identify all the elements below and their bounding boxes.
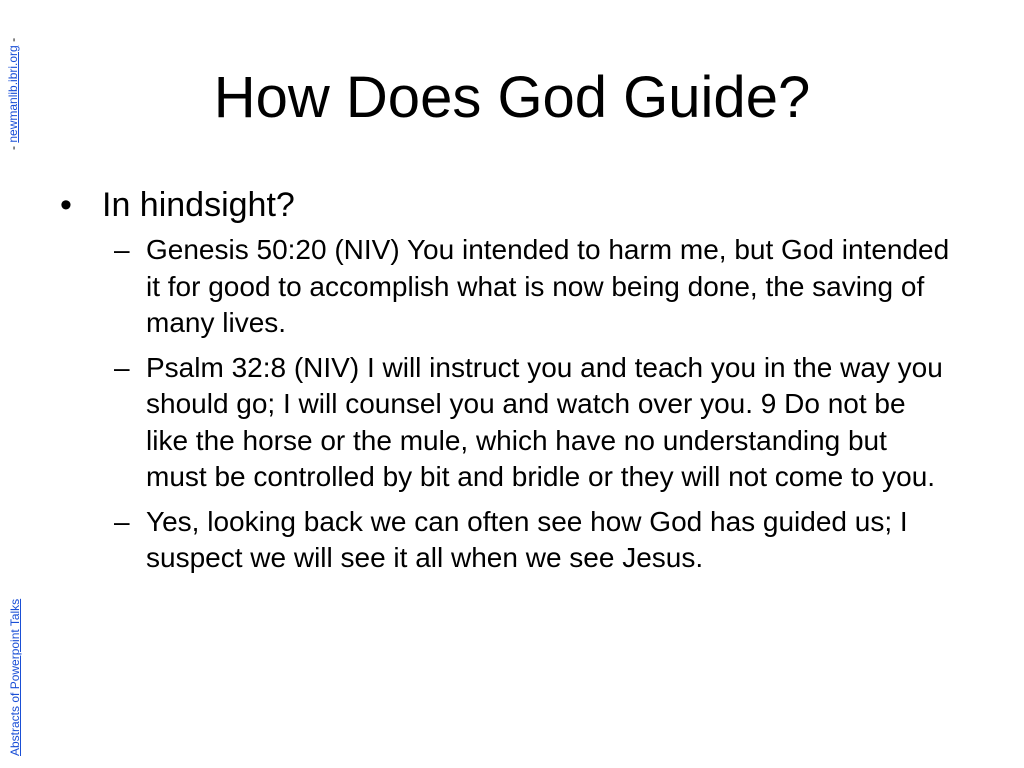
slide-content <box>60 184 950 585</box>
dash-marker: – <box>114 234 130 265</box>
sub-bullet-item <box>114 350 950 496</box>
sub-bullet-list <box>114 232 950 577</box>
dash-marker: – <box>114 351 130 383</box>
bullet-item <box>60 184 950 226</box>
sub-bullet-item <box>114 504 950 577</box>
abstracts-link[interactable]: Abstracts of Powerpoint Talks <box>8 598 22 756</box>
sidebar-bottom-text <box>8 599 22 756</box>
bullet-marker: • <box>60 186 72 224</box>
newmanlib-link[interactable]: newmanlib.ibri.org <box>6 45 20 143</box>
sub-bullet-text: Yes, looking back we can often see how God has guided us; I suspect we will see it all when we see Jesus. <box>146 505 908 573</box>
sub-bullet-item <box>114 232 950 342</box>
sidebar-top-prefix: - <box>6 142 20 150</box>
slide-title: How Does God Guide? <box>213 65 811 130</box>
sub-bullet-text: Genesis 50:20 (NIV) You intended to harm me, but God intended it for good to accomplish what is now being done, the saving of many lives. <box>146 234 950 338</box>
bullet-text: In hindsight? <box>102 186 295 224</box>
sub-bullet-text: Psalm 32:8 (NIV) I will instruct you and teach you in the way you should go; I will counsel you and watch over you. 9 Do not be like the horse or the mule, which have no understanding but must be controlled by bit and bridle or they will not come to you. <box>146 351 943 492</box>
sidebar-top-suffix: - <box>6 37 20 46</box>
dash-marker: – <box>114 505 130 537</box>
sidebar-bottom <box>2 580 24 760</box>
